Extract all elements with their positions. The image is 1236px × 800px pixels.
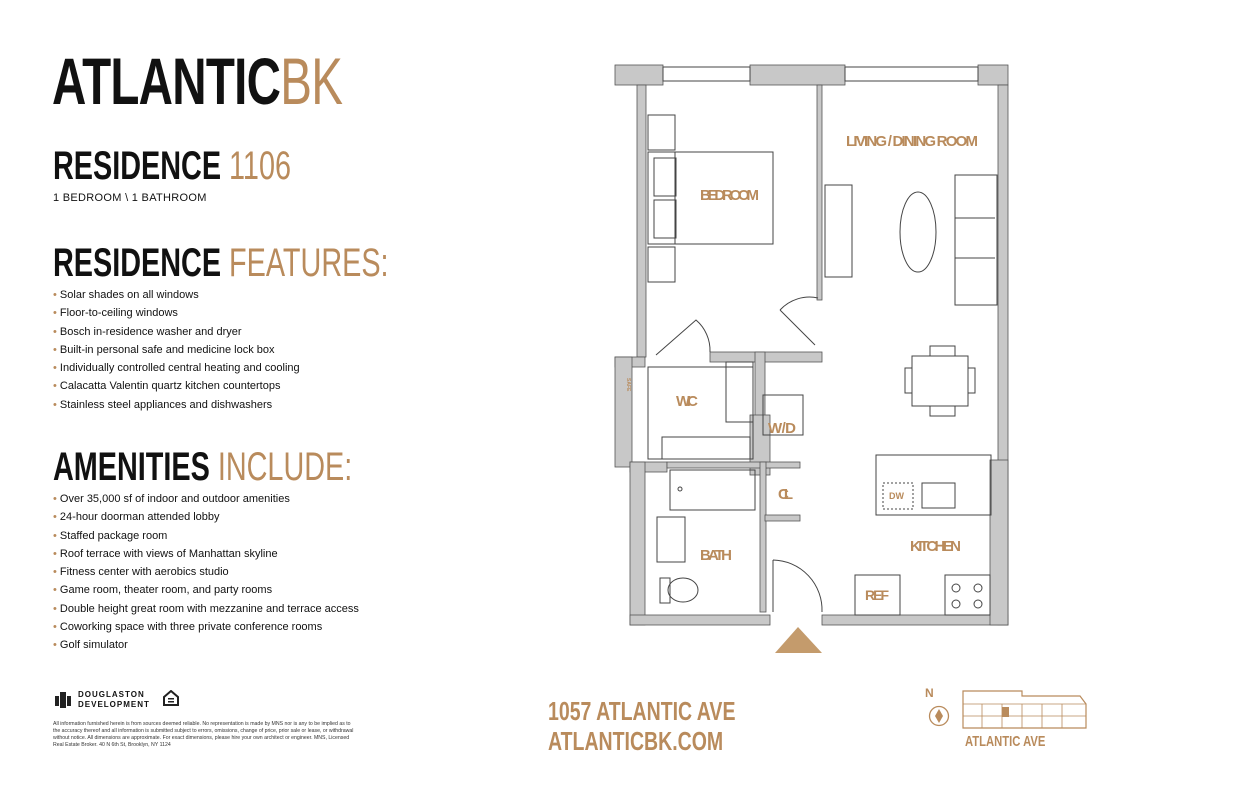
list-item: • Individually controlled central heating and cooling — [53, 359, 300, 377]
street-address: 1057 ATLANTIC AVE — [548, 696, 736, 726]
room-label-dw: DW — [889, 491, 904, 501]
list-item: • 24-hour doorman attended lobby — [53, 508, 359, 526]
amenities-heading: AMENITIES INCLUDE: — [53, 445, 353, 489]
residence-title: RESIDENCE 1106 — [53, 144, 291, 188]
building-icon — [54, 691, 72, 709]
list-item: • Stainless steel appliances and dishwashers — [53, 396, 300, 414]
room-label-kitchen: KITCHEN — [910, 538, 961, 555]
list-item: • Floor-to-ceiling windows — [53, 304, 300, 322]
room-label-living: LIVING / DINING ROOM — [846, 133, 978, 150]
list-item: • Game room, theater room, and party rooms — [53, 581, 359, 599]
list-item: • Double height great room with mezzanine and terrace access — [53, 600, 359, 618]
room-label-bedroom: BEDROOM — [700, 187, 759, 204]
list-item: • Solar shades on all windows — [53, 286, 300, 304]
list-item: • Calacatta Valentin quartz kitchen countertops — [53, 377, 300, 395]
room-label-cl: CL — [778, 486, 793, 503]
room-label-wic: WIC — [676, 393, 698, 410]
website[interactable]: ATLANTICBK.COM — [548, 726, 724, 756]
room-label-wd: W/D — [768, 420, 796, 437]
key-plan-street: ATLANTIC AVE — [965, 733, 1046, 750]
brand-logo: ATLANTICBK — [52, 44, 343, 118]
key-plan-map — [962, 690, 1087, 730]
list-item: • Fitness center with aerobics studio — [53, 563, 359, 581]
room-label-bath: BATH — [700, 547, 732, 564]
residence-layout: 1 BEDROOM \ 1 BATHROOM — [53, 192, 207, 204]
amenities-list — [53, 490, 359, 655]
safe-label: SAFE — [625, 378, 631, 392]
list-item: • Roof terrace with views of Manhattan skyline — [53, 545, 359, 563]
developer-name-1: DOUGLASTON — [78, 690, 145, 699]
address-block — [548, 696, 798, 756]
floor-plan — [600, 55, 1020, 655]
list-item: • Over 35,000 sf of indoor and outdoor amenities — [53, 490, 359, 508]
list-item: • Staffed package room — [53, 527, 359, 545]
list-item: • Built-in personal safe and medicine lock box — [53, 341, 300, 359]
features-heading: RESIDENCE FEATURES: — [53, 241, 389, 285]
features-list — [53, 286, 300, 414]
developer-name-2: DEVELOPMENT — [78, 700, 150, 709]
list-item: • Coworking space with three private conference rooms — [53, 618, 359, 636]
entry-marker — [775, 627, 822, 653]
disclaimer: All information furnished herein is from sources deemed reliable. No representation is made by MNS nor is any to be implied as to the accuracy thereof and all information is submitted subject to errors, omissions, change of price, prior sale or lease, or withdrawal without notice. All dimensions are approximate. For exact dimensions, please hire your own architect or engineer. MNS, Licensed Real Estate Broker. 40 N 6th St, Brooklyn, NY 1124 — [53, 721, 354, 748]
room-label-ref: REF — [865, 587, 889, 603]
equal-housing-icon — [163, 690, 179, 711]
list-item: • Bosch in-residence washer and dryer — [53, 323, 300, 341]
developer-logo — [54, 690, 150, 710]
north-label: N — [925, 686, 934, 700]
compass-icon — [928, 705, 950, 727]
list-item: • Golf simulator — [53, 636, 359, 654]
